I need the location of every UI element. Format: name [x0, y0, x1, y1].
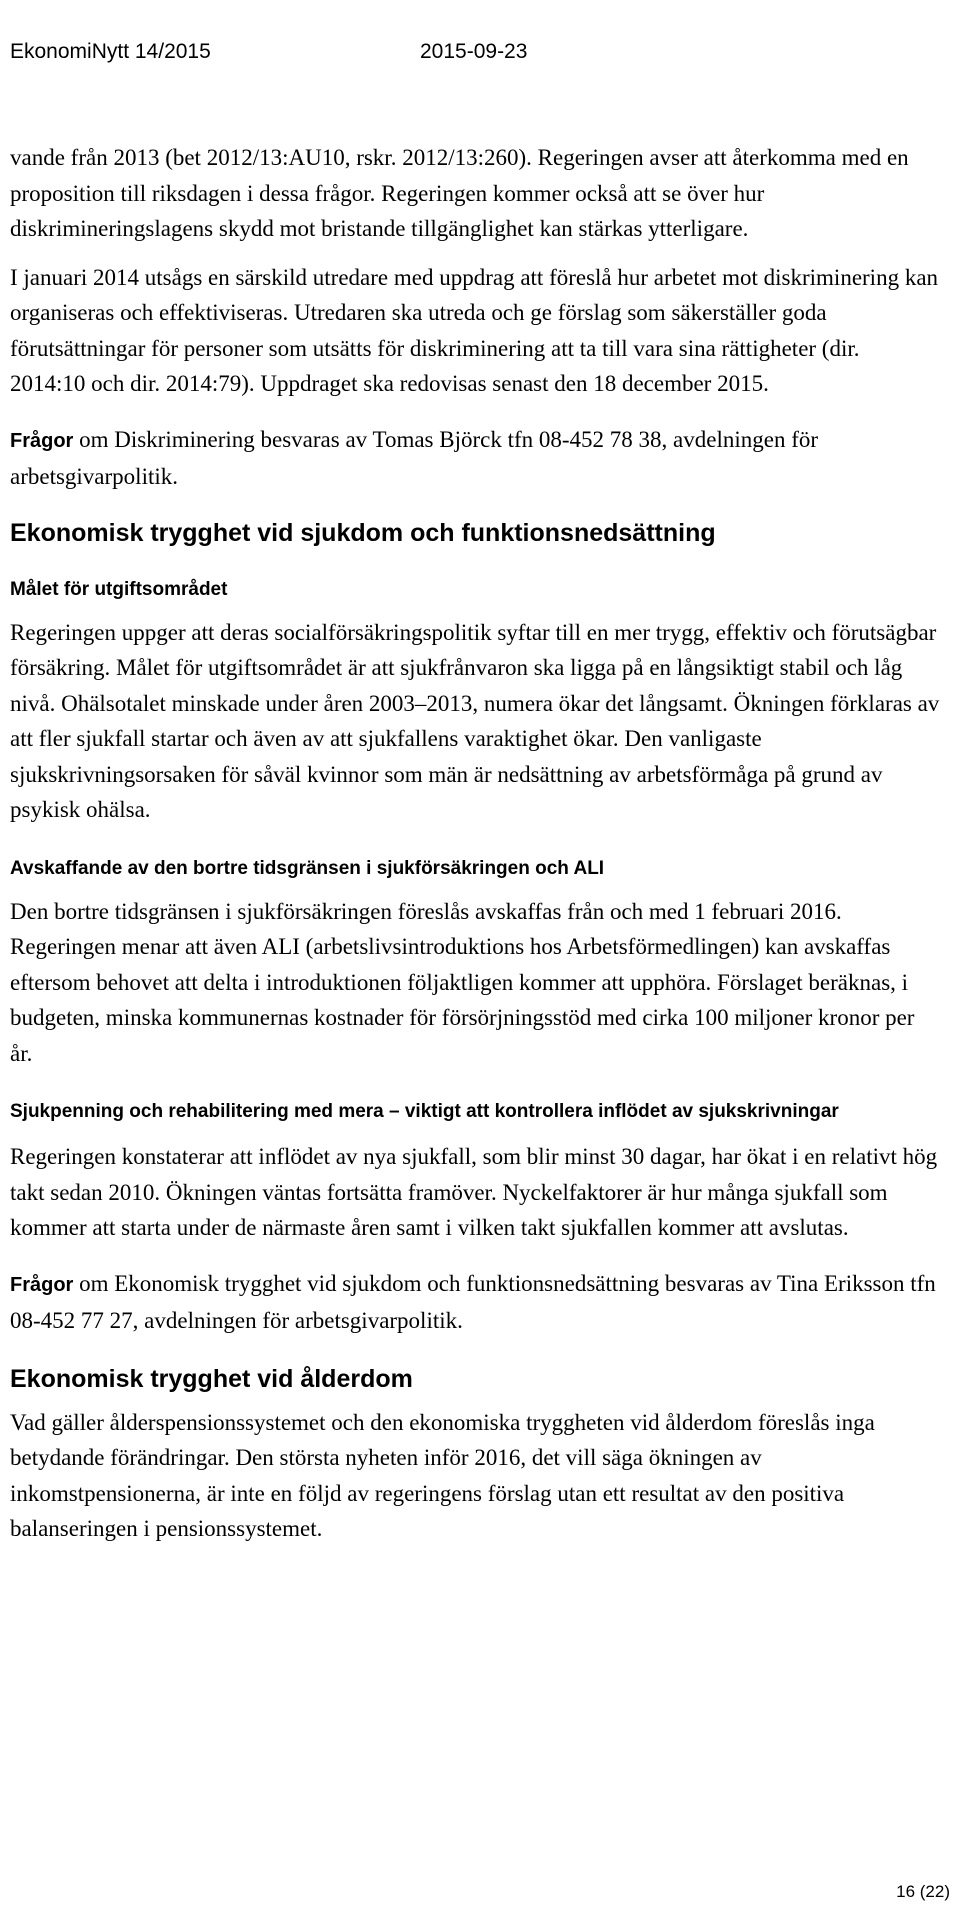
paragraph-old-age: Vad gäller ålderspensionssystemet och den ekonomiska tryggheten vid ålderdom föreslås inga betydande förändringar. Den största nyheten inför 2016, det vill säga ökningen av inkomstpensionerna, är inte en följd av regeringens förslag utan ett resultat av den positiva balanseringen i pensionssystemet. — [10, 1409, 875, 1541]
paragraph-goal: Regeringen uppger att deras socialförsäkringspolitik syftar till en mer trygg, effektiv och förutsägbar försäkring. Målet för utgiftsområdet är att sjukfrånvaron ska ligga på en långsiktigt stabil och låg nivå. Ohälsotalet minskade under åren 2003–2013, numera ökar det långsamt. Ökningen förklaras av att fler sjukfall startar och även av att sjukfallens varaktighet ökar. Den vanligaste sjukskrivningsorsaken för såväl kvinnor som män är nedsättning av arbetsförmåga på grund av psykisk ohälsa. — [10, 619, 940, 822]
paragraph-investigation: I januari 2014 utsågs en särskild utredare med uppdrag att föreslå hur arbetet mot diskriminering kan organiseras och effektiviseras. Utredaren ska utreda och ge förslag som säkerställer goda förutsättningar för personer som utsätts för diskriminering att ta till vara sina rättigheter (dir. 2014:10 och dir. 2014:79). Uppdraget ska redovisas senast den 18 december 2015. — [10, 264, 939, 396]
contact-text: om Ekonomisk trygghet vid sjukdom och funktionsnedsättning besvaras av Tina Eriksson tfn 08-452 77 27, avdelningen för arbetsgivarpolitik. — [10, 1270, 936, 1333]
contact-note-sickness — [10, 1266, 940, 1339]
section-heading-sickness: Ekonomisk trygghet vid sjukdom och funktionsnedsättning — [10, 518, 716, 547]
contact-text: om Diskriminering besvaras av Tomas Björck tfn 08-452 78 38, avdelningen för arbetsgivarpolitik. — [10, 426, 819, 489]
section-heading-old-age: Ekonomisk trygghet vid ålderdom — [10, 1364, 413, 1393]
questions-label: Frågor — [10, 1273, 74, 1296]
contact-note-discrimination — [10, 422, 940, 495]
subheading-time-limit: Avskaffande av den bortre tidsgränsen i sjukförsäkringen och ALI — [10, 857, 605, 879]
subheading-sickness-benefit: Sjukpenning och rehabilitering med mera – viktigt att kontrollera inflödet av sjukskrivningar — [10, 1101, 839, 1122]
paragraph-sickness-benefit: Regeringen konstaterar att inflödet av nya sjukfall, som blir minst 30 dagar, har ökat i en relativt hög takt sedan 2010. Ökningen väntas fortsätta framöver. Nyckelfaktorer är hur många sjukfall som kommer att starta under de närmaste åren samt i vilken takt sjukfallen kommer att avslutas. — [10, 1144, 938, 1240]
paragraph-time-limit: Den bortre tidsgränsen i sjukförsäkringen föreslås avskaffas från och med 1 februari 2016. Regeringen menar att även ALI (arbetslivsintroduktions hos Arbetsförmedlingen) kan avskaffas eftersom behovet att delta i introduktionen följaktligen kommer att upphöra. Förslaget beräknas, i budgeten, minska kommunernas kostnader för försörjningsstöd med cirka 100 miljoner kronor per år. — [10, 898, 915, 1066]
paragraph-discrimination-continued: vande från 2013 (bet 2012/13:AU10, rskr. 2012/13:260). Regeringen avser att återkomma med en proposition till riksdagen i dessa frågor. Regeringen kommer också att se över hur diskrimineringslagens skydd mot bristande tillgänglighet kan stärkas ytterligare. — [10, 145, 909, 241]
publication-title: EkonomiNytt 14/2015 — [10, 40, 211, 63]
questions-label: Frågor — [10, 429, 74, 452]
page-content — [10, 140, 940, 1547]
subheading-goal: Målet för utgiftsområdet — [10, 578, 228, 600]
publication-date: 2015-09-23 — [420, 40, 528, 63]
page-number: 16 (22) — [896, 1882, 950, 1901]
